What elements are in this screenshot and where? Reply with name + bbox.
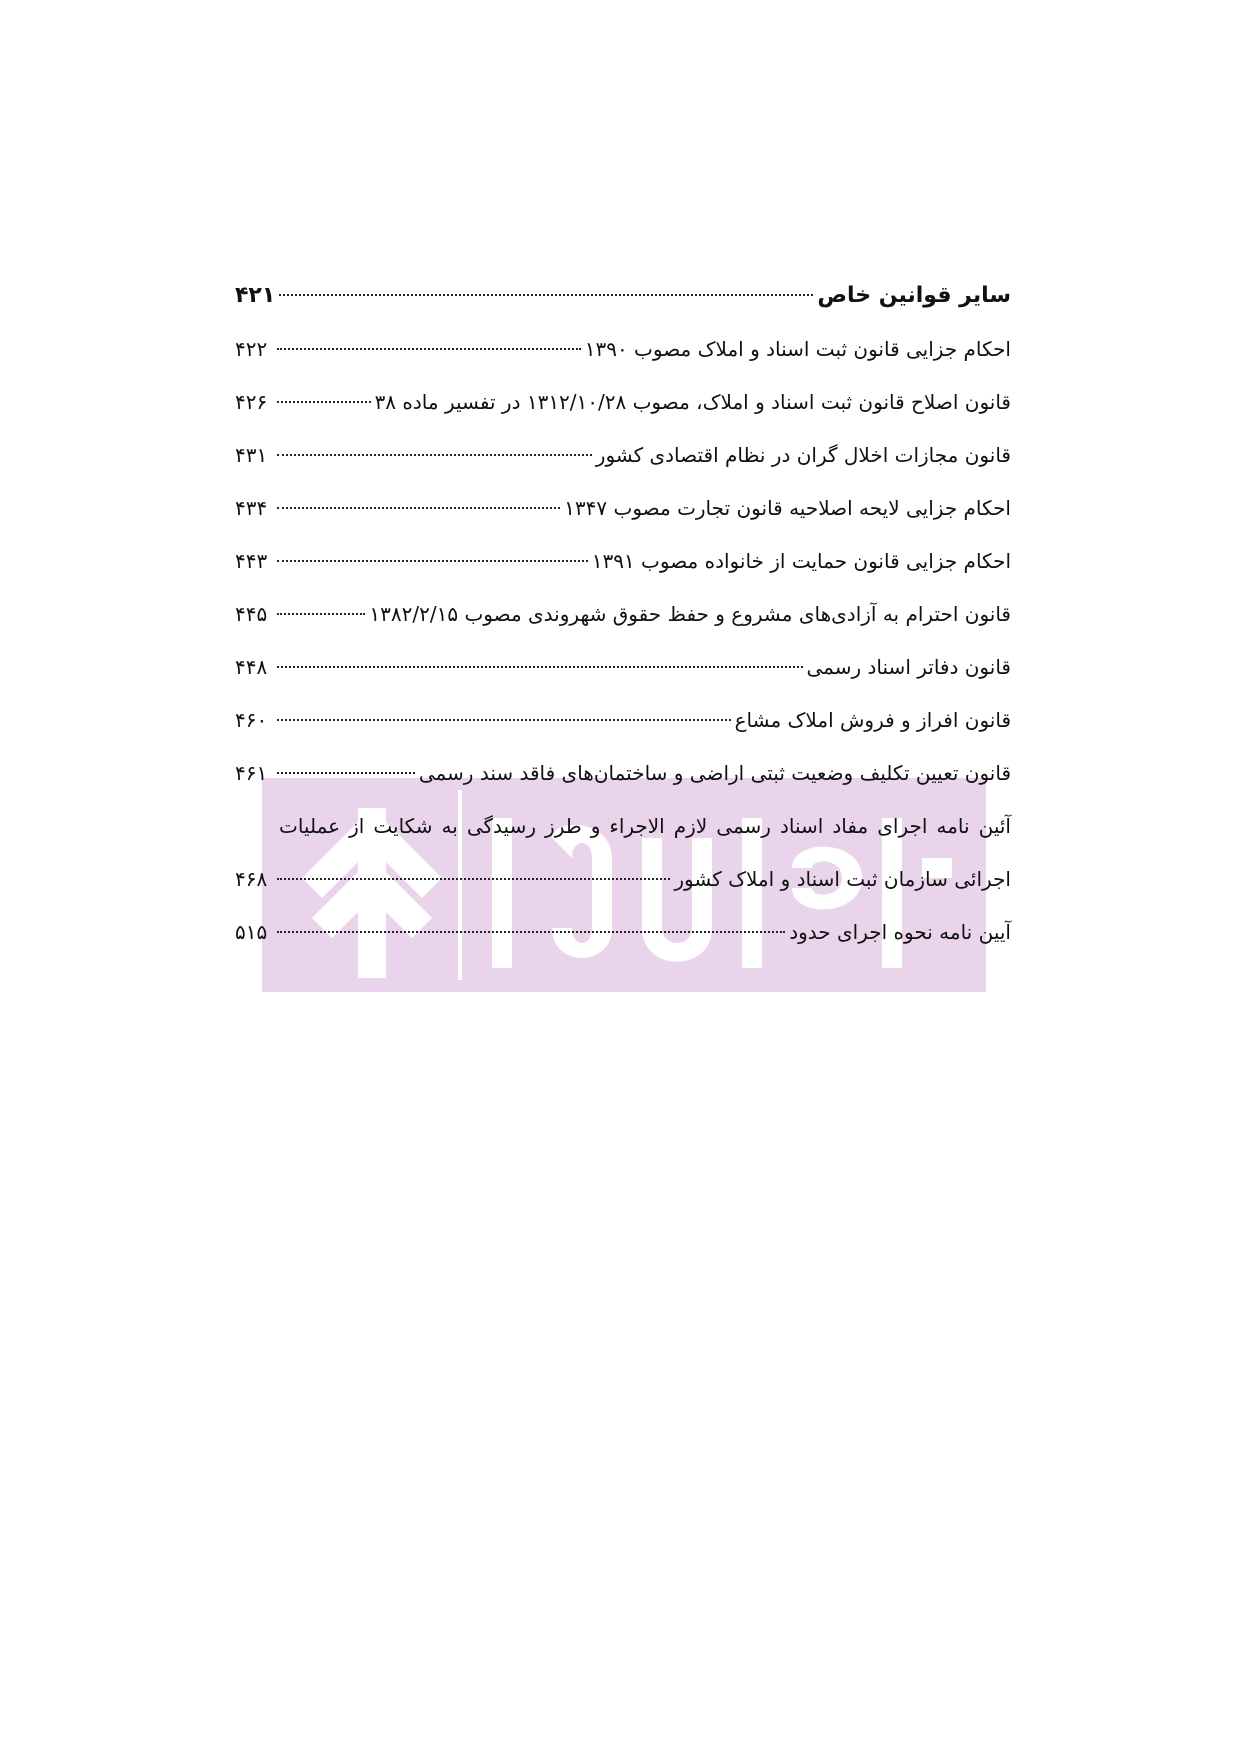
toc-leader-dots <box>277 560 588 562</box>
toc-leader-dots <box>277 454 592 456</box>
toc-entry-page: ۴۶۱ <box>235 761 268 785</box>
toc-leader-dots <box>277 348 581 350</box>
toc-leader-dots <box>277 401 371 403</box>
toc-entry-title-line1: آئین نامه اجرای مفاد اسناد رسمی لازم الاجراء و طرز رسیدگی به شکایت از عملیات <box>279 814 1011 838</box>
toc-entry-page: ۴۴۵ <box>235 602 268 626</box>
toc-entry[interactable] <box>235 753 1011 806</box>
toc-entry-title: قانون اصلاح قانون ثبت اسناد و املاک، مصوب ۱۳۱۲/۱۰/۲۸ در تفسیر ماده ۳۸ <box>374 390 1011 414</box>
toc-entry-page: ۴۴۸ <box>235 655 268 679</box>
toc-entry-page: ۴۶۰ <box>235 708 268 732</box>
toc-entry-page: ۴۳۴ <box>235 496 268 520</box>
toc-leader-dots <box>277 613 365 615</box>
toc-leader-dots <box>279 294 813 296</box>
toc-entry-title: قانون مجازات اخلال گران در نظام اقتصادی کشور <box>595 443 1011 467</box>
toc-leader-dots <box>277 719 731 721</box>
toc-entry-title: قانون تعیین تکلیف وضعیت ثبتی اراضی و ساختمان‌های فاقد سند رسمی <box>418 761 1011 785</box>
toc-entry-line2 <box>235 859 1011 912</box>
toc-entry-title: احکام جزایی قانون ثبت اسناد و املاک مصوب ۱۳۹۰ <box>584 337 1011 361</box>
toc-entry-title: قانون دفاتر اسناد رسمی <box>806 655 1011 679</box>
toc-entry-page: ۴۲۶ <box>235 390 268 414</box>
toc-entry-page: ۵۱۵ <box>235 920 268 944</box>
toc-leader-dots <box>277 931 785 933</box>
toc-entry[interactable] <box>235 912 1011 965</box>
table-of-contents <box>235 276 1011 965</box>
toc-entry-title: آیین نامه نحوه اجرای حدود <box>789 920 1011 944</box>
toc-entry-page: ۴۳۱ <box>235 443 268 467</box>
toc-entry-page: ۴۴۳ <box>235 549 268 573</box>
toc-entry-title: احکام جزایی قانون حمایت از خانواده مصوب ۱۳۹۱ <box>591 549 1011 573</box>
toc-entry[interactable] <box>235 700 1011 753</box>
toc-entry-page: ۴۶۸ <box>235 867 268 891</box>
toc-leader-dots <box>277 666 803 668</box>
toc-heading-title: سایر قوانین خاص <box>817 283 1011 308</box>
toc-entry-title: قانون افراز و فروش املاک مشاع <box>734 708 1011 732</box>
toc-entry-title: قانون احترام به آزادی‌های مشروع و حفظ حقوق شهروندی مصوب ۱۳۸۲/۲/۱۵ <box>369 602 1011 626</box>
toc-entry-page: ۴۲۲ <box>235 337 268 361</box>
toc-entry-title-line2: اجرائی سازمان ثبت اسناد و املاک کشور <box>674 867 1011 891</box>
toc-entry[interactable] <box>235 647 1011 700</box>
toc-entry[interactable] <box>235 594 1011 647</box>
toc-leader-dots <box>277 772 415 774</box>
toc-heading[interactable] <box>235 276 1011 329</box>
toc-entry[interactable] <box>235 541 1011 594</box>
toc-heading-page: ۴۲۱ <box>235 283 276 308</box>
toc-entry[interactable] <box>235 329 1011 382</box>
toc-leader-dots <box>277 878 670 880</box>
toc-entry[interactable] <box>235 382 1011 435</box>
toc-entry-multiline[interactable] <box>235 806 1011 912</box>
toc-entry-title: احکام جزایی لایحه اصلاحیه قانون تجارت مصوب ۱۳۴۷ <box>564 496 1011 520</box>
toc-entry[interactable] <box>235 488 1011 541</box>
toc-entry[interactable] <box>235 435 1011 488</box>
toc-leader-dots <box>277 507 560 509</box>
